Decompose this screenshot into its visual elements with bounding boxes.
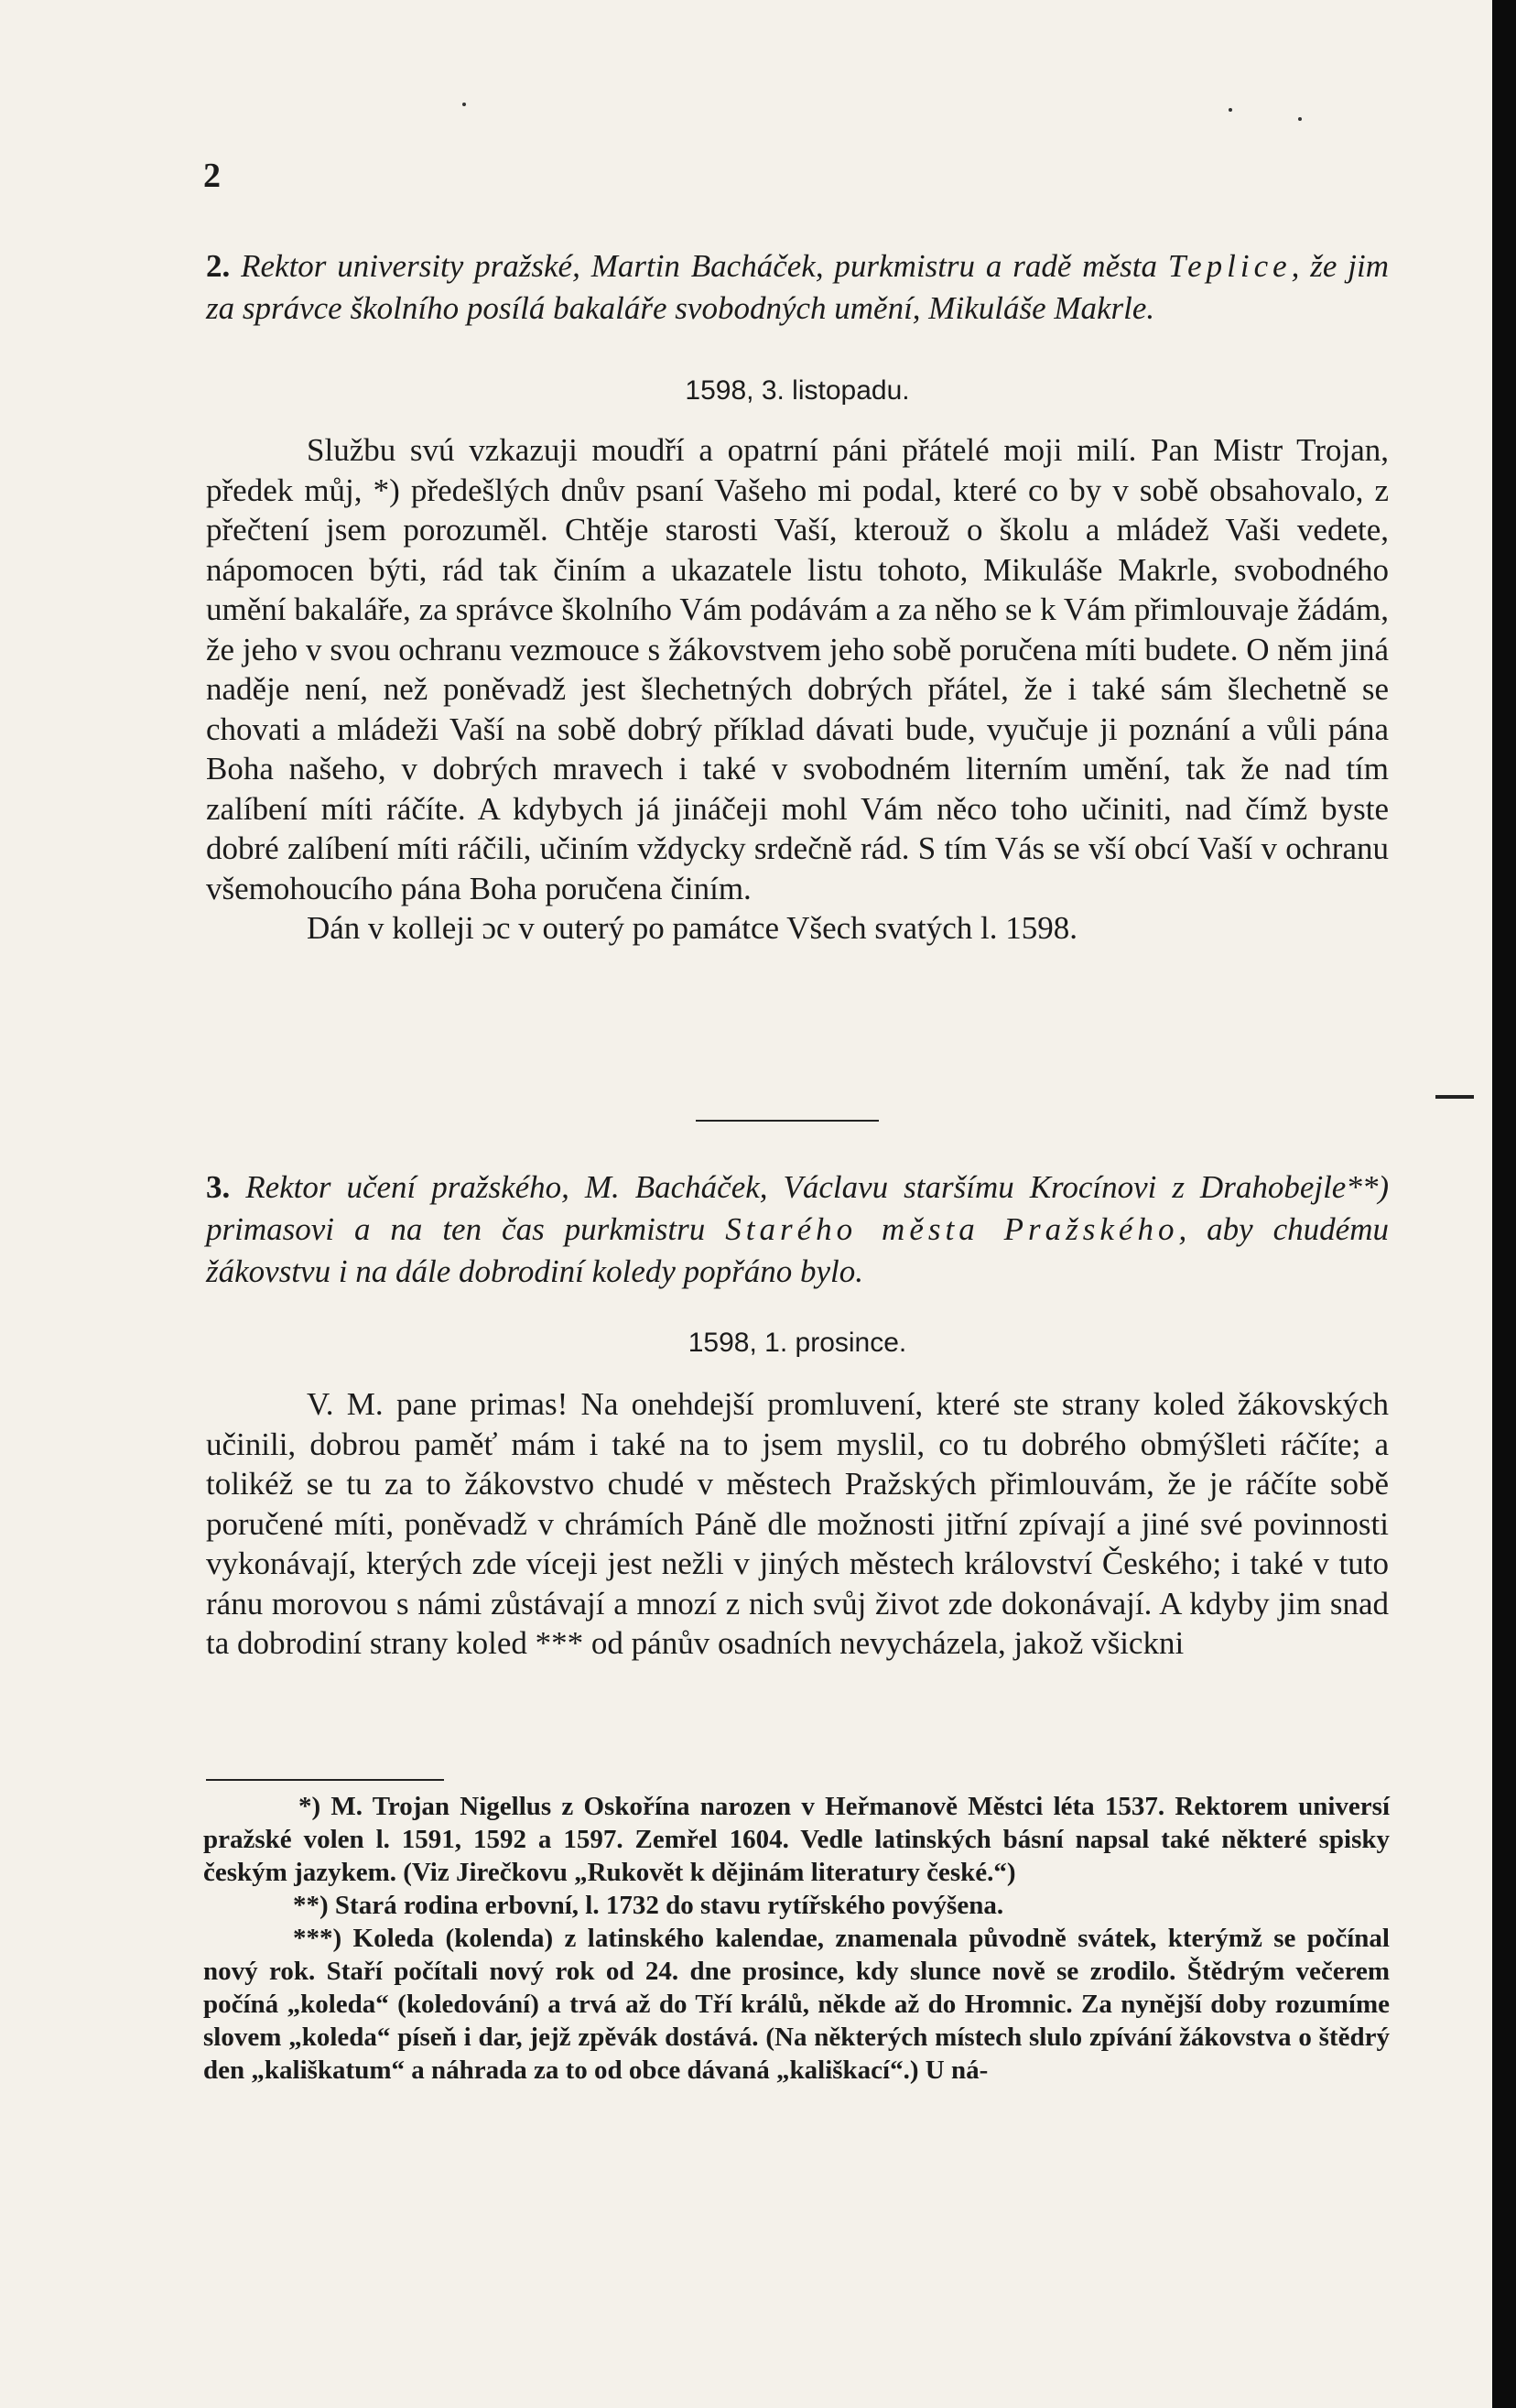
letter-3-body <box>206 1384 1389 1664</box>
scan-speck <box>1229 108 1232 112</box>
letter-2-date: 1598, 3. listopadu. <box>685 375 910 406</box>
letter-2-closing: Dán v kolleji ɔc v outerý po památce Všech svatých l. 1598. <box>307 910 1078 946</box>
footnote-3: ***) Koleda (kolenda) z latinského kalendae, znamenala původně svátek, kterýmž se počínal nový rok. Staří počítali nový rok od 24. dne prosince, kdy slunce nově se zrodilo. Štědrým večerem počíná „koleda“ (koledování) a trvá až do Tří králů, někde až do Hromnic. Za nynější doby rozumíme slovem „koleda“ píseň i dar, jejž zpěvák dostává. (Na některých místech slulo zpívání žákovstva o štědrý den „kališkatum“ a náhrada za to od obce dávaná „kališkací“.) U ná- <box>203 1924 1390 2085</box>
scan-border <box>1492 0 1516 2408</box>
letter-3-date: 1598, 1. prosince. <box>688 1328 907 1358</box>
letter-3-heading <box>206 1166 1389 1293</box>
letter-3-heading-text: Rektor učení pražského, M. Bacháček, Václavu staršímu Krocínovi z Drahobejle**) primasovi a na ten čas purkmistru <box>206 1169 1389 1247</box>
page-number: 2 <box>203 157 221 195</box>
letter-2-body <box>206 430 1389 949</box>
letter-2-heading-rest: , že jim za správce školního posílá bakaláře svobodných umění, Mikuláše Makrle. <box>206 248 1389 326</box>
footnotes <box>203 1790 1390 2087</box>
footnote-1: *) M. Trojan Nigellus z Oskořína narozen v Heřmanově Městci léta 1537. Rektorem universí pražské volen l. 1591, 1592 a 1597. Zemřel 1604. Vedle latinských básní napsal také některé spisky českým jazykem. (Viz Jirečkovu „Rukovět k dějinám literatury české.“) <box>203 1792 1390 1887</box>
letter-3-heading-rest: , aby chudému žákovstvu i na dále dobrodiní koledy popřáno bylo. <box>206 1211 1389 1289</box>
footnote-rule <box>206 1779 444 1781</box>
scan-speck <box>462 103 466 106</box>
letter-3-number: 3. <box>206 1169 231 1205</box>
letter-2-heading <box>206 245 1389 330</box>
section-divider <box>696 1120 879 1122</box>
letter-3-paragraph: V. M. pane primas! Na onehdejší promluvení, které ste strany koled žákovských učinili, dobrou paměť mám i také na to jsem myslil, co tu dobrého obmýšleti ráčíte; a tolikéž se tu za to žákovstvo chudé v městech Pražských přimlouvám, že je ráčíte sobě poručené míti, poněvadž v chrámích Páně dle možnosti jitřní zpívají a jiné své povinnosti vykonávají, kterých zde víceji jest nežli v jiných městech království Českého; i také v tuto ránu morovou s námi zůstávají a mnozí z nich svůj život zde dokonávají. A kdyby jim snad ta dobrodiní strany koled *** od pánův osadních nevycházela, jakož všickni <box>206 1386 1389 1661</box>
letter-3-heading-town: Starého města Pražského <box>725 1211 1179 1247</box>
footnote-2: **) Stará rodina erbovní, l. 1732 do stavu rytířského povýšena. <box>293 1891 1004 1920</box>
letter-2-paragraph: Službu svú vzkazuji moudří a opatrní páni přátelé moji milí. Pan Mistr Trojan, předek můj, *) předešlých dnův psaní Vašeho mi podal, které co by v sobě obsahovalo, z přečtení jsem porozuměl. Chtěje starosti Vaší, kterouž o školu a mládež Vaši vedete, nápomocen býti, rád tak činím a ukazatele listu tohoto, Mikuláše Makrle, svobodného umění bakaláře, za správce školního Vám podávám a za něho se k Vám přimlouvaje žádám, že jeho v svou ochranu vezmouce s žákovstvem jeho sobě poručena míti budete. O něm jiná naděje není, než poněvadž jest šlechetných dobrých přátel, že i také sám šlechetně se chovati a mládeži Vaší na sobě dobrý příklad dávati bude, vyučuje ji poznání a vůli pána Boha našeho, v dobrých mravech i také v svobodném literním umění, tak že nad tím zalíbení míti ráčíte. A kdybych já jináčeji mohl Vám něco toho učiniti, nad čímž byste dobré zalíbení míti ráčili, učiním vždycky srdečně rád. S tím Vás se vší obcí Vaší v ochranu všemohoucího pána Boha poručena činím. <box>206 432 1389 906</box>
letter-2-number: 2. <box>206 248 231 284</box>
scan-speck <box>1298 117 1302 121</box>
letter-2-heading-town: Teplice <box>1167 248 1292 284</box>
letter-2-heading-text: Rektor university pražské, Martin Bacháček, purkmistru a radě města <box>241 248 1168 284</box>
scan-mark <box>1435 1095 1474 1099</box>
